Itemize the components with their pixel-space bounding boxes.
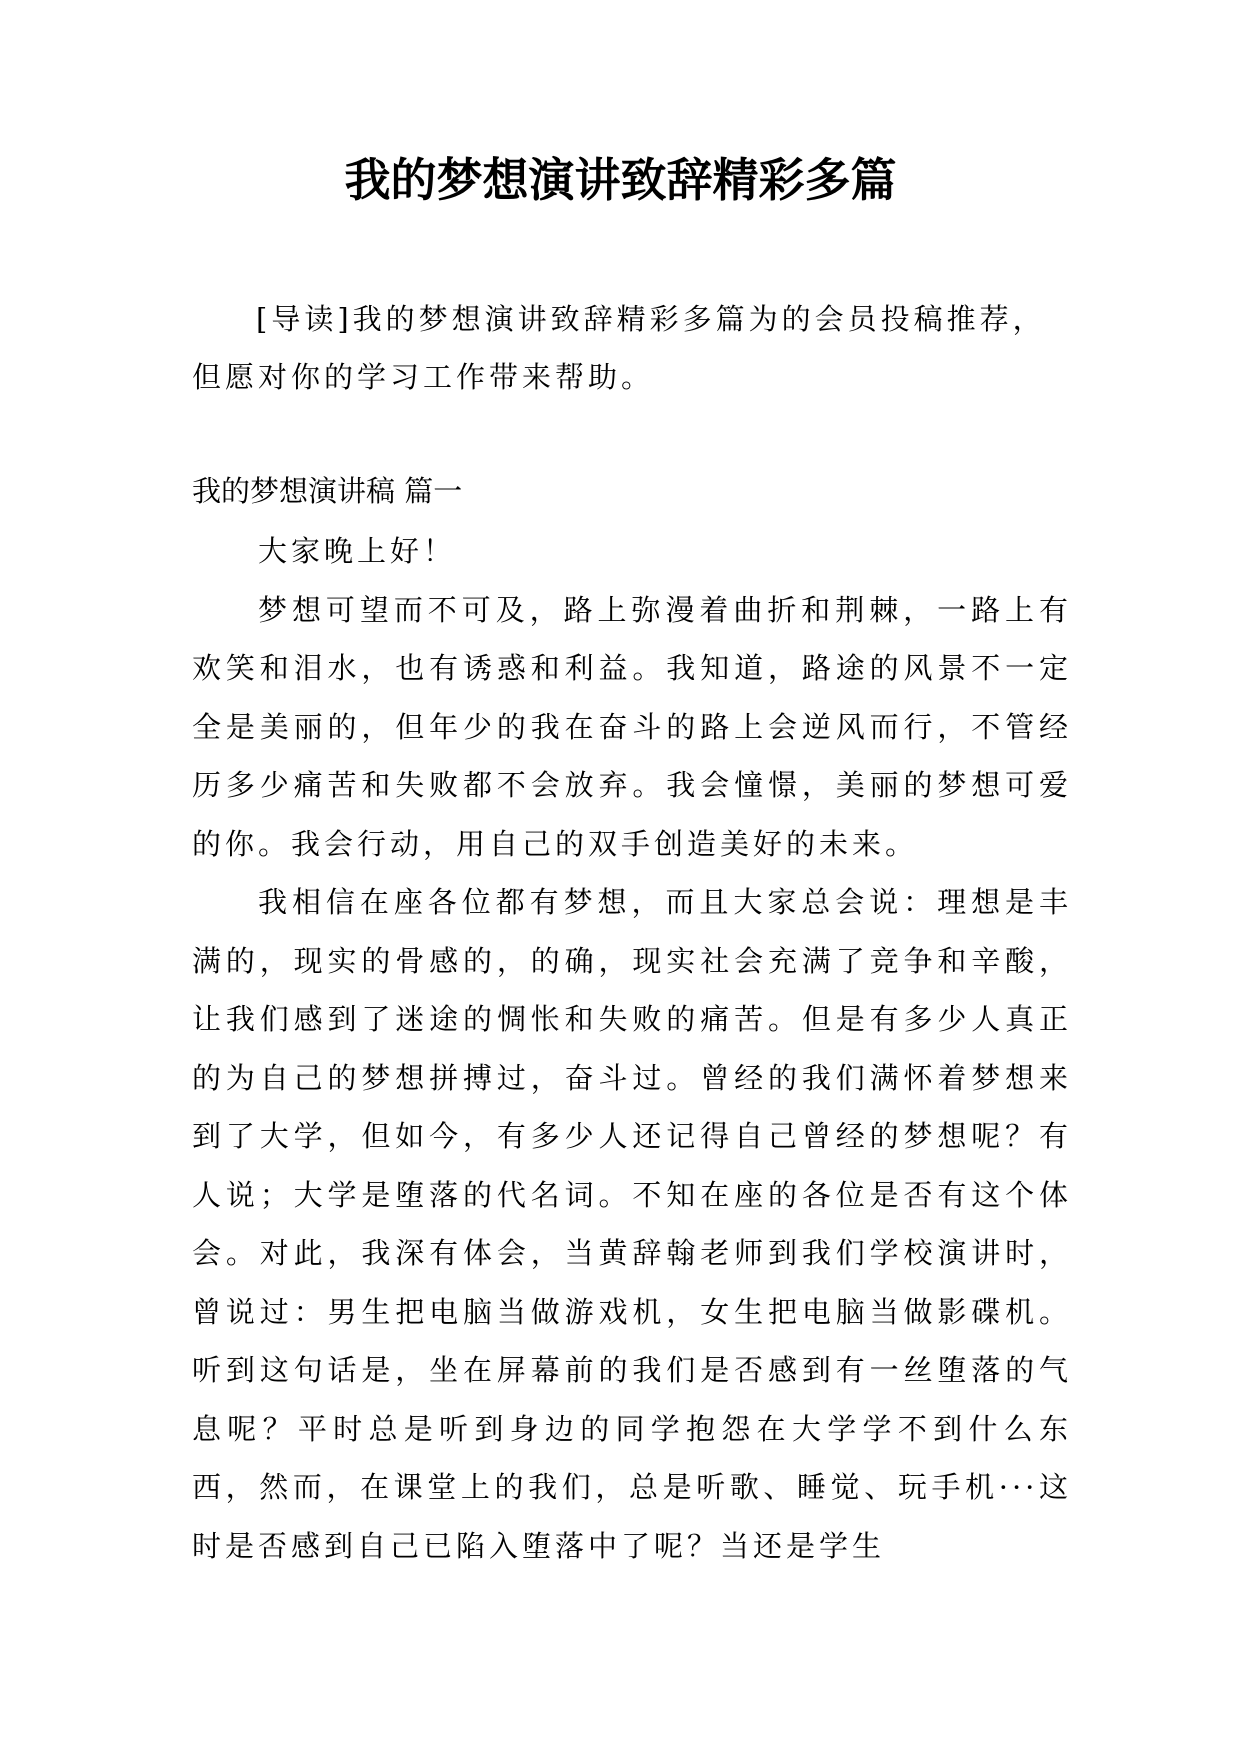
body-paragraph: 梦想可望而不可及，路上弥漫着曲折和荆棘，一路上有欢笑和泪水，也有诱惑和利益。我知道，路途的风景不一定全是美丽的，但年少的我在奋斗的路上会逆风而行，不管经历多少痛苦和失败都不会放弃。我会憧憬，美丽的梦想可爱的你。我会行动，用自己的双手创造美好的未来。: [192, 592, 1072, 861]
body-paragraph: 我相信在座各位都有梦想，而且大家总会说：理想是丰满的，现实的骨感的，的确，现实社会充满了竞争和辛酸，让我们感到了迷途的惆怅和失败的痛苦。但是有多少人真正的为自己的梦想拼搏过，奋斗过。曾经的我们满怀着梦想来到了大学，但如今，有多少人还记得自己曾经的梦想呢？有人说；大学是堕落的代名词。不知在座的各位是否有这个体会。对此，我深有体会，当黄辞翰老师到我们学校演讲时，曾说过：男生把电脑当做游戏机，女生把电脑当做影碟机。听到这句话是，坐在屏幕前的我们是否感到有一丝堕落的气息呢？平时总是听到身边的同学抱怨在大学学不到什么东西，然而，在课堂上的我们，总是听歌、睡觉、玩手机···这时是否感到自己已陷入堕落中了呢？当还是学生: [192, 885, 1072, 1563]
section-heading: 我的梦想演讲稿 篇一: [192, 474, 463, 508]
intro-paragraph: [导读]我的梦想演讲致辞精彩多篇为的会员投稿推荐，但愿对你的学习工作带来帮助。: [192, 302, 1046, 394]
document-title: 我的梦想演讲致辞精彩多篇: [344, 153, 897, 207]
greeting-paragraph: 大家晚上好！: [258, 534, 457, 568]
document-body: [192, 522, 1072, 1575]
